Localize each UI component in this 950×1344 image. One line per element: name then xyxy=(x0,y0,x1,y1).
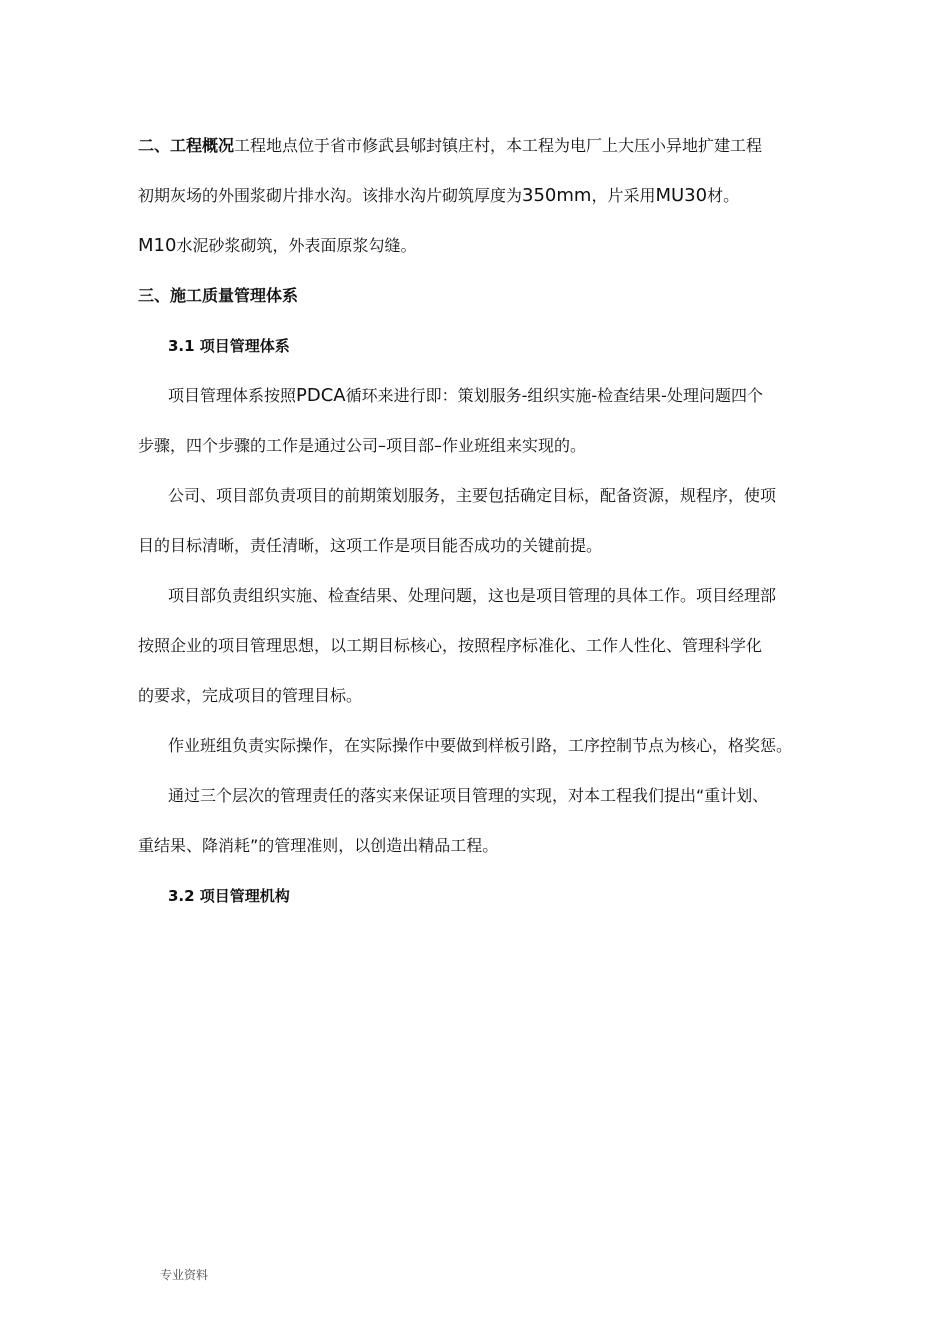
paragraph-5-line-1: 通过三个层次的管理责任的落实来保证项目管理的实现，对本工程我们提出“重计划、 xyxy=(168,786,769,805)
section-2-text: ，片采用 xyxy=(591,186,656,205)
paragraph-3-line-1: 项目部负责组织实施、检查结果、处理问题，这也是项目管理的具体工作。项目经理部 xyxy=(168,586,777,605)
section-2-line-2 xyxy=(138,186,739,206)
paragraph-1-line-2: 步骤，四个步骤的工作是通过公司–项目部–作业班组来实现的。 xyxy=(138,436,587,455)
section-2-text: 材。 xyxy=(707,186,740,205)
section-2-text: 水泥砂浆砌筑，外表面原浆勾缝。 xyxy=(176,236,417,255)
subsection-3-1-heading: 3.1 项目管理体系 xyxy=(168,337,290,355)
paragraph-3-line-3: 的要求，完成项目的管理目标。 xyxy=(138,686,363,705)
material-grade: MU30 xyxy=(655,185,708,206)
paragraph-1-line-1 xyxy=(168,386,763,406)
mortar-grade: M10 xyxy=(138,235,177,256)
paragraph-3-line-2: 按照企业的项目管理思想，以工期目标核心，按照程序标准化、工作人性化、管理科学化 xyxy=(138,636,763,655)
section-2-line-1 xyxy=(138,136,762,156)
subsection-3-2-heading: 3.2 项目管理机构 xyxy=(168,887,290,905)
paragraph-2-line-1: 公司、项目部负责项目的前期策划服务，主要包括确定目标，配备资源，规程序，使项 xyxy=(168,486,777,505)
paragraph-text: 循环来进行即：策划服务-组织实施-检查结果-处理问题四个 xyxy=(345,386,763,405)
paragraph-text: 项目管理体系按照 xyxy=(168,386,297,405)
section-2-text: 初期灰场的外围浆砌片排水沟。该排水沟片砌筑厚度为 xyxy=(138,186,523,205)
section-2-line-3 xyxy=(138,236,416,256)
thickness-value: 350mm xyxy=(522,185,592,206)
paragraph-4: 作业班组负责实际操作，在实际操作中要做到样板引路，工序控制节点为核心，格奖惩。 xyxy=(168,736,793,755)
footer-label: 专业资料 xyxy=(160,1268,209,1282)
section-2-text: 工程地点位于省市修武县郇封镇庄村，本工程为电厂上大压小异地扩建工程 xyxy=(234,136,763,155)
paragraph-2-line-2: 目的目标清晰，责任清晰，这项工作是项目能否成功的关键前提。 xyxy=(138,536,603,555)
section-2-heading: 二、工程概况 xyxy=(138,136,235,155)
section-3-heading: 三、施工质量管理体系 xyxy=(138,286,299,305)
paragraph-5-line-2: 重结果、降消耗”的管理准则，以创造出精品工程。 xyxy=(138,836,499,855)
pdca-term: PDCA xyxy=(296,385,346,406)
